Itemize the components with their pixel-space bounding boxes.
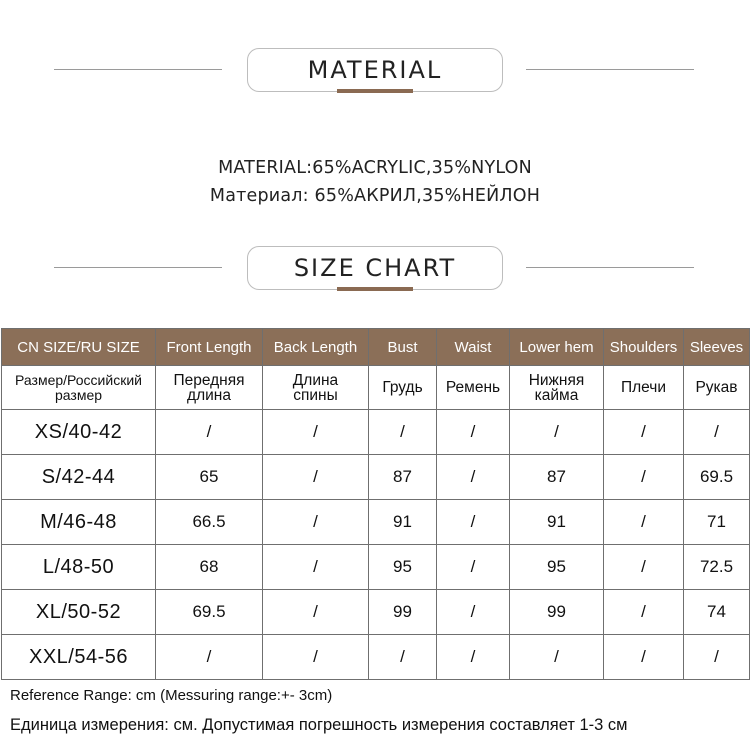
- table-cell: 87: [369, 455, 437, 500]
- column-header: Shoulders: [604, 329, 684, 366]
- size-chart-section-header: [0, 246, 750, 290]
- table-cell: 91: [510, 500, 604, 545]
- table-cell: 99: [369, 590, 437, 635]
- column-header: CN SIZE/RU SIZE: [2, 329, 156, 366]
- size-chart-title: SIZE CHART: [247, 246, 503, 290]
- size-cell: M/46-48: [2, 500, 156, 545]
- column-header: Bust: [369, 329, 437, 366]
- table-cell: /: [604, 545, 684, 590]
- column-header: Front Length: [156, 329, 263, 366]
- column-header: Waist: [437, 329, 510, 366]
- title-underline: [337, 89, 413, 93]
- header-ru-line: кайма: [534, 386, 579, 404]
- size-chart-table: [1, 328, 750, 680]
- table-row: [2, 455, 750, 500]
- column-header: Lower hem: [510, 329, 604, 366]
- header-ru-line: Длина: [292, 371, 339, 389]
- divider-line: [54, 69, 222, 70]
- column-header-ru: Рукав: [684, 366, 750, 410]
- table-cell: 68: [156, 545, 263, 590]
- table-header-row-ru: [2, 366, 750, 410]
- table-cell: /: [263, 545, 369, 590]
- table-cell: /: [684, 635, 750, 680]
- size-cell: L/48-50: [2, 545, 156, 590]
- material-composition-ru: Материал: 65%АКРИЛ,35%НЕЙЛОН: [209, 186, 541, 206]
- size-cell: XS/40-42: [2, 410, 156, 455]
- table-cell: /: [510, 410, 604, 455]
- table-cell: /: [437, 545, 510, 590]
- table-row: [2, 410, 750, 455]
- table-cell: /: [369, 410, 437, 455]
- material-section-header: [0, 48, 750, 92]
- header-ru-line: Размер/Российский: [15, 371, 142, 388]
- title-underline: [337, 287, 413, 291]
- table-cell: /: [263, 455, 369, 500]
- column-header-ru: [156, 366, 263, 410]
- column-header-ru: Ремень: [437, 366, 510, 410]
- header-ru-line: Нижняя: [528, 371, 585, 389]
- table-cell: /: [604, 590, 684, 635]
- divider-line: [526, 267, 694, 268]
- table-cell: /: [156, 410, 263, 455]
- reference-range-note: Reference Range: cm (Messuring range:+- 3cm): [10, 687, 333, 704]
- size-cell: XXL/54-56: [2, 635, 156, 680]
- table-cell: /: [684, 410, 750, 455]
- table-cell: /: [263, 590, 369, 635]
- divider-line: [526, 69, 694, 70]
- table-cell: 87: [510, 455, 604, 500]
- table-cell: 71: [684, 500, 750, 545]
- material-composition-en: MATERIAL:65%ACRYLIC,35%NYLON: [218, 158, 532, 178]
- table-cell: 91: [369, 500, 437, 545]
- header-ru-line: спины: [293, 386, 338, 404]
- table-cell: 74: [684, 590, 750, 635]
- column-header: Sleeves: [684, 329, 750, 366]
- table-row: [2, 500, 750, 545]
- table-cell: 99: [510, 590, 604, 635]
- table-cell: 69.5: [156, 590, 263, 635]
- table-cell: /: [369, 635, 437, 680]
- divider-line: [54, 267, 222, 268]
- table-cell: 72.5: [684, 545, 750, 590]
- table-cell: /: [437, 410, 510, 455]
- table-cell: /: [510, 635, 604, 680]
- material-title: MATERIAL: [247, 48, 503, 92]
- header-ru-line: длина: [187, 386, 231, 404]
- table-cell: /: [263, 635, 369, 680]
- table-cell: /: [437, 455, 510, 500]
- column-header: Back Length: [263, 329, 369, 366]
- table-row: [2, 545, 750, 590]
- table-cell: 66.5: [156, 500, 263, 545]
- header-ru-line: Передняя: [173, 371, 245, 389]
- table-row: [2, 635, 750, 680]
- table-cell: 65: [156, 455, 263, 500]
- table-cell: 69.5: [684, 455, 750, 500]
- column-header-ru: [2, 366, 156, 410]
- table-cell: /: [604, 455, 684, 500]
- table-cell: /: [604, 500, 684, 545]
- header-ru-line: размер: [54, 386, 103, 403]
- table-cell: /: [263, 410, 369, 455]
- column-header-ru: [263, 366, 369, 410]
- table-cell: /: [263, 500, 369, 545]
- measurement-note-ru: Единица измерения: см. Допустимая погрешность измерения составляет 1-3 см: [10, 716, 628, 734]
- size-cell: XL/50-52: [2, 590, 156, 635]
- table-cell: 95: [369, 545, 437, 590]
- table-cell: 95: [510, 545, 604, 590]
- table-cell: /: [604, 410, 684, 455]
- table-cell: /: [437, 590, 510, 635]
- table-cell: /: [604, 635, 684, 680]
- table-row: [2, 590, 750, 635]
- column-header-ru: Грудь: [369, 366, 437, 410]
- column-header-ru: [510, 366, 604, 410]
- table-cell: /: [437, 635, 510, 680]
- size-cell: S/42-44: [2, 455, 156, 500]
- table-cell: /: [437, 500, 510, 545]
- column-header-ru: Плечи: [604, 366, 684, 410]
- table-header-row: [2, 329, 750, 366]
- table-cell: /: [156, 635, 263, 680]
